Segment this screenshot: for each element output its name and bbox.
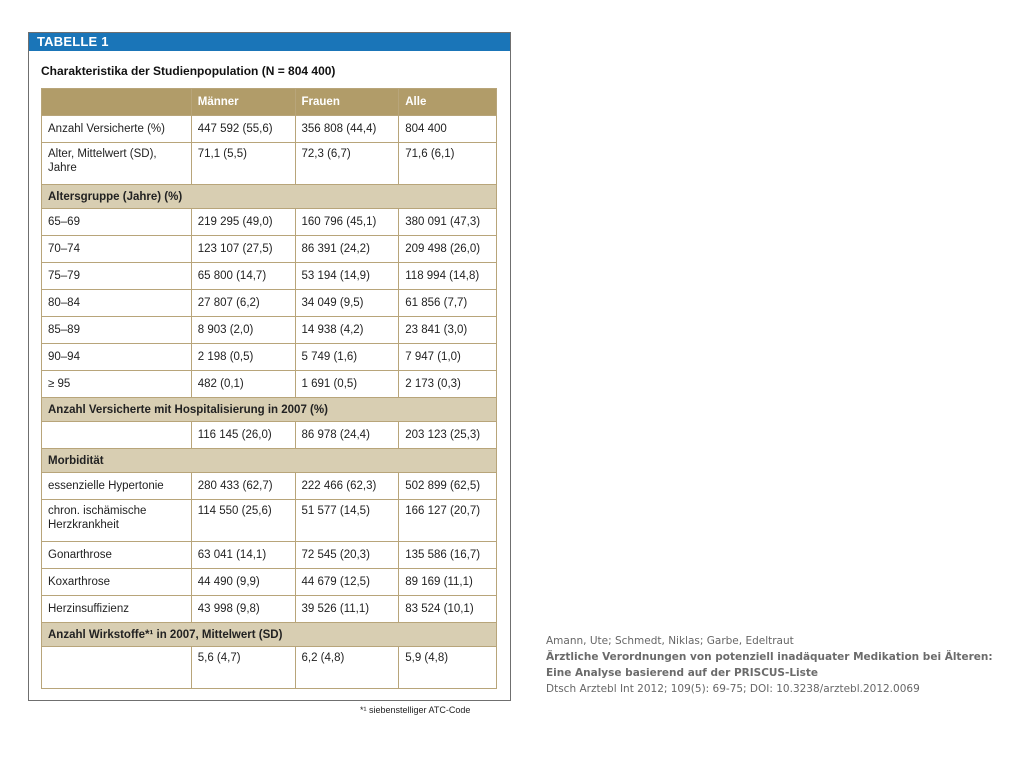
table-row xyxy=(42,290,497,317)
row-label-cell: 85–89 xyxy=(42,317,192,344)
table-section-row xyxy=(42,398,497,422)
value-cell: 2 198 (0,5) xyxy=(191,344,295,371)
value-cell: 804 400 xyxy=(399,116,497,143)
table-row xyxy=(42,596,497,623)
value-cell: 27 807 (6,2) xyxy=(191,290,295,317)
citation xyxy=(546,633,1006,697)
value-cell: 44 490 (9,9) xyxy=(191,569,295,596)
citation-source: Dtsch Arztebl Int 2012; 109(5): 69-75; DOI: 10.3238/arztebl.2012.0069 xyxy=(546,683,920,695)
value-cell: 116 145 (26,0) xyxy=(191,422,295,449)
row-label-cell: essenzielle Hypertonie xyxy=(42,473,192,500)
table-section-row xyxy=(42,449,497,473)
table-row xyxy=(42,569,497,596)
table-row xyxy=(42,209,497,236)
table-row xyxy=(42,542,497,569)
table-section-row xyxy=(42,623,497,647)
characteristics-table xyxy=(41,88,497,689)
table-row xyxy=(42,500,497,542)
value-cell: 71,1 (5,5) xyxy=(191,143,295,185)
table-row xyxy=(42,317,497,344)
value-cell: 135 586 (16,7) xyxy=(399,542,497,569)
row-label-cell: 90–94 xyxy=(42,344,192,371)
value-cell: 5,6 (4,7) xyxy=(191,647,295,689)
value-cell: 5,9 (4,8) xyxy=(399,647,497,689)
value-cell: 53 194 (14,9) xyxy=(295,263,399,290)
value-cell: 86 391 (24,2) xyxy=(295,236,399,263)
row-label-cell: 80–84 xyxy=(42,290,192,317)
value-cell: 5 749 (1,6) xyxy=(295,344,399,371)
value-cell: 447 592 (55,6) xyxy=(191,116,295,143)
section-label: Anzahl Versicherte mit Hospitalisierung in 2007 (%) xyxy=(42,398,497,422)
row-label-cell: chron. ischämische Herzkrankheit xyxy=(42,500,192,542)
value-cell: 83 524 (10,1) xyxy=(399,596,497,623)
value-cell: 380 091 (47,3) xyxy=(399,209,497,236)
value-cell: 44 679 (12,5) xyxy=(295,569,399,596)
value-cell: 160 796 (45,1) xyxy=(295,209,399,236)
row-label-cell: Alter, Mittelwert (SD), Jahre xyxy=(42,143,192,185)
value-cell: 71,6 (6,1) xyxy=(399,143,497,185)
value-cell: 166 127 (20,7) xyxy=(399,500,497,542)
value-cell: 61 856 (7,7) xyxy=(399,290,497,317)
value-cell: 1 691 (0,5) xyxy=(295,371,399,398)
value-cell: 72 545 (20,3) xyxy=(295,542,399,569)
value-cell: 65 800 (14,7) xyxy=(191,263,295,290)
value-cell: 203 123 (25,3) xyxy=(399,422,497,449)
table-figure xyxy=(28,32,511,701)
value-cell: 2 173 (0,3) xyxy=(399,371,497,398)
table-footnote: *¹ siebenstelliger ATC-Code xyxy=(360,705,471,715)
table-row xyxy=(42,116,497,143)
column-header: Frauen xyxy=(295,89,399,116)
value-cell: 219 295 (49,0) xyxy=(191,209,295,236)
value-cell: 34 049 (9,5) xyxy=(295,290,399,317)
row-label-cell: ≥ 95 xyxy=(42,371,192,398)
table-row xyxy=(42,236,497,263)
value-cell: 89 169 (11,1) xyxy=(399,569,497,596)
value-cell: 123 107 (27,5) xyxy=(191,236,295,263)
table-header-row xyxy=(42,89,497,116)
row-label-cell: 70–74 xyxy=(42,236,192,263)
row-label-cell: Koxarthrose xyxy=(42,569,192,596)
column-header xyxy=(42,89,192,116)
value-cell: 51 577 (14,5) xyxy=(295,500,399,542)
row-label-cell xyxy=(42,647,192,689)
value-cell: 14 938 (4,2) xyxy=(295,317,399,344)
table-row xyxy=(42,473,497,500)
row-label-cell xyxy=(42,422,192,449)
citation-title: Ärztliche Verordnungen von potenziell inadäquater Medikation bei Älteren: Eine Analyse basierend auf der PRISCUS-Liste xyxy=(546,651,993,679)
value-cell: 86 978 (24,4) xyxy=(295,422,399,449)
table-row xyxy=(42,647,497,689)
value-cell: 482 (0,1) xyxy=(191,371,295,398)
row-label-cell: Herzinsuffizienz xyxy=(42,596,192,623)
table-title: Charakteristika der Studienpopulation (N = 804 400) xyxy=(41,64,336,78)
section-label: Altersgruppe (Jahre) (%) xyxy=(42,185,497,209)
value-cell: 118 994 (14,8) xyxy=(399,263,497,290)
column-header: Alle xyxy=(399,89,497,116)
section-label: Anzahl Wirkstoffe*¹ in 2007, Mittelwert (SD) xyxy=(42,623,497,647)
value-cell: 209 498 (26,0) xyxy=(399,236,497,263)
table-row xyxy=(42,263,497,290)
table-section-row xyxy=(42,185,497,209)
section-label: Morbidität xyxy=(42,449,497,473)
row-label-cell: 65–69 xyxy=(42,209,192,236)
value-cell: 502 899 (62,5) xyxy=(399,473,497,500)
column-header: Männer xyxy=(191,89,295,116)
table-row xyxy=(42,371,497,398)
value-cell: 63 041 (14,1) xyxy=(191,542,295,569)
citation-authors: Amann, Ute; Schmedt, Niklas; Garbe, Edeltraut xyxy=(546,635,794,647)
table-row xyxy=(42,422,497,449)
value-cell: 8 903 (2,0) xyxy=(191,317,295,344)
table-label: TABELLE 1 xyxy=(29,33,510,51)
value-cell: 43 998 (9,8) xyxy=(191,596,295,623)
value-cell: 72,3 (6,7) xyxy=(295,143,399,185)
table-row xyxy=(42,344,497,371)
row-label-cell: Anzahl Versicherte (%) xyxy=(42,116,192,143)
value-cell: 356 808 (44,4) xyxy=(295,116,399,143)
table-body xyxy=(42,116,497,689)
value-cell: 6,2 (4,8) xyxy=(295,647,399,689)
value-cell: 222 466 (62,3) xyxy=(295,473,399,500)
row-label-cell: 75–79 xyxy=(42,263,192,290)
table-row xyxy=(42,143,497,185)
value-cell: 114 550 (25,6) xyxy=(191,500,295,542)
row-label-cell: Gonarthrose xyxy=(42,542,192,569)
value-cell: 7 947 (1,0) xyxy=(399,344,497,371)
value-cell: 23 841 (3,0) xyxy=(399,317,497,344)
value-cell: 39 526 (11,1) xyxy=(295,596,399,623)
value-cell: 280 433 (62,7) xyxy=(191,473,295,500)
